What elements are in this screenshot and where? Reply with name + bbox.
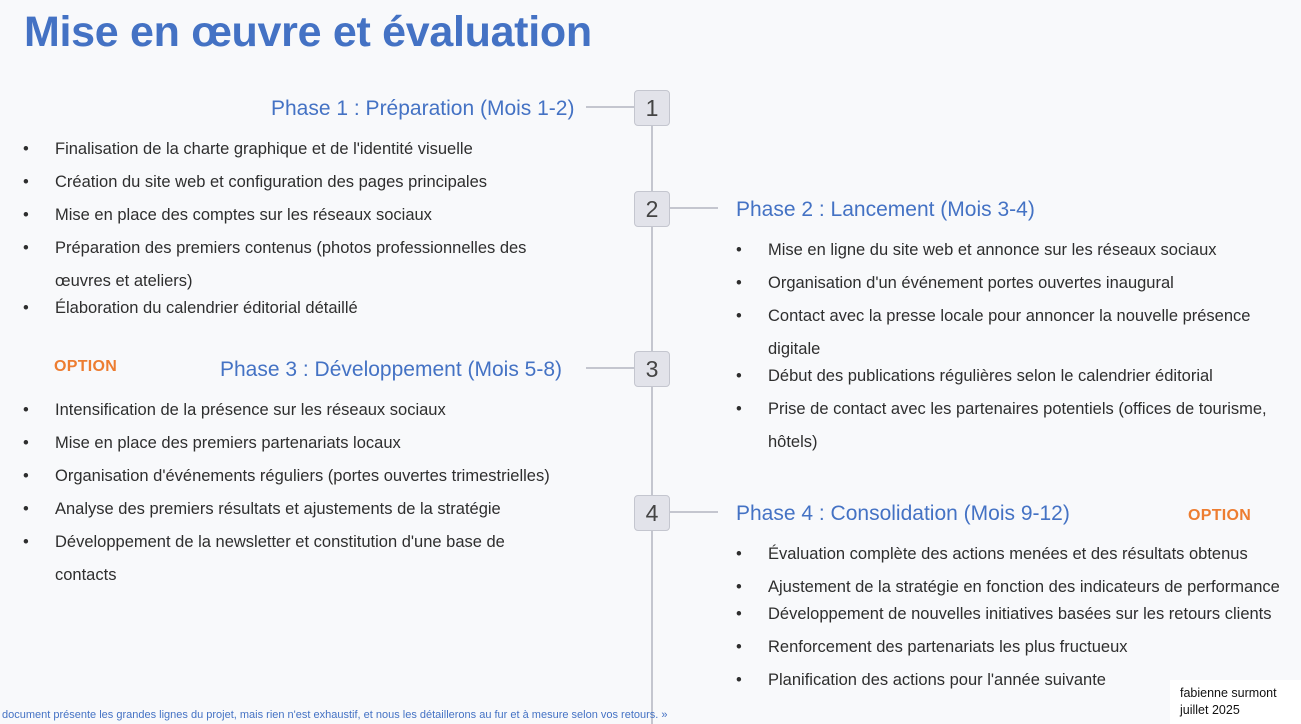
list-item bbox=[23, 166, 553, 199]
list-item-text: Prise de contact avec les partenaires potentiels (offices de tourisme, hôtels) bbox=[768, 400, 1267, 451]
bullet: • bbox=[23, 173, 29, 191]
list-item bbox=[736, 300, 1284, 366]
phase-4-connector bbox=[670, 511, 718, 513]
list-item bbox=[736, 234, 1284, 267]
bullet: • bbox=[736, 638, 742, 656]
list-item-text: Renforcement des partenariats les plus fructueux bbox=[768, 638, 1128, 656]
list-item bbox=[23, 394, 568, 427]
bullet: • bbox=[23, 467, 29, 485]
author-box bbox=[1170, 680, 1301, 724]
bullet: • bbox=[736, 671, 742, 689]
phase-3-list bbox=[23, 394, 568, 592]
list-item bbox=[23, 292, 553, 325]
bullet: • bbox=[736, 307, 742, 325]
list-item-text: Mise en ligne du site web et annonce sur les réseaux sociaux bbox=[768, 241, 1217, 259]
phase-2-title: Phase 2 : Lancement (Mois 3-4) bbox=[736, 198, 1035, 221]
phase-1-connector bbox=[586, 106, 634, 108]
phase-4-list bbox=[736, 538, 1284, 697]
bullet: • bbox=[23, 140, 29, 158]
phase-2-step-marker: 2 bbox=[634, 191, 670, 227]
list-item-text: Analyse des premiers résultats et ajustements de la stratégie bbox=[55, 500, 501, 518]
list-item-text: Élaboration du calendrier éditorial détaillé bbox=[55, 299, 358, 317]
phase-1-title: Phase 1 : Préparation (Mois 1-2) bbox=[271, 97, 575, 120]
option-label-phase-4: OPTION bbox=[1188, 507, 1252, 524]
list-item bbox=[736, 267, 1284, 300]
phase-4-title: Phase 4 : Consolidation (Mois 9-12) bbox=[736, 502, 1070, 525]
option-label-phase-3: OPTION bbox=[54, 358, 118, 375]
bullet: • bbox=[23, 401, 29, 419]
phase-1-step-marker: 1 bbox=[634, 90, 670, 126]
phase-3-connector bbox=[586, 367, 634, 369]
bullet: • bbox=[23, 299, 29, 317]
bullet: • bbox=[736, 400, 742, 418]
list-item bbox=[736, 598, 1284, 631]
list-item-text: Intensification de la présence sur les réseaux sociaux bbox=[55, 401, 446, 419]
list-item-text: Développement de la newsletter et constitution d'une base de contacts bbox=[55, 533, 505, 584]
list-item-text: Mise en place des premiers partenariats locaux bbox=[55, 434, 401, 452]
list-item-text: Développement de nouvelles initiatives basées sur les retours clients bbox=[768, 605, 1272, 623]
page-title: Mise en œuvre et évaluation bbox=[24, 8, 592, 56]
list-item bbox=[23, 199, 553, 232]
list-item bbox=[23, 526, 568, 592]
list-item-text: Finalisation de la charte graphique et de l'identité visuelle bbox=[55, 140, 473, 158]
author-date: juillet 2025 bbox=[1180, 703, 1240, 717]
bullet: • bbox=[736, 605, 742, 623]
list-item-text: Mise en place des comptes sur les réseaux sociaux bbox=[55, 206, 432, 224]
bullet: • bbox=[23, 500, 29, 518]
bullet: • bbox=[736, 545, 742, 563]
phase-1-list bbox=[23, 133, 553, 325]
list-item bbox=[736, 393, 1284, 459]
list-item-text: Préparation des premiers contenus (photos professionnelles des œuvres et ateliers) bbox=[55, 239, 527, 290]
list-item-text: Évaluation complète des actions menées et des résultats obtenus bbox=[768, 545, 1248, 563]
list-item bbox=[23, 133, 553, 166]
bullet: • bbox=[736, 241, 742, 259]
list-item bbox=[23, 427, 568, 460]
phase-3-title: Phase 3 : Développement (Mois 5-8) bbox=[220, 358, 562, 381]
list-item-text: Planification des actions pour l'année suivante bbox=[768, 671, 1106, 689]
list-item bbox=[736, 360, 1284, 393]
list-item-text: Ajustement de la stratégie en fonction des indicateurs de performance bbox=[768, 578, 1280, 596]
footer-note: document présente les grandes lignes du projet, mais rien n'est exhaustif, et nous les détaillerons au fur et à mesure selon vos retours. » bbox=[2, 709, 668, 721]
bullet: • bbox=[23, 206, 29, 224]
phase-3-step-marker: 3 bbox=[634, 351, 670, 387]
list-item-text: Organisation d'un événement portes ouvertes inaugural bbox=[768, 274, 1174, 292]
bullet: • bbox=[23, 239, 29, 257]
bullet: • bbox=[736, 578, 742, 596]
bullet: • bbox=[736, 274, 742, 292]
list-item bbox=[23, 232, 553, 298]
phase-2-list bbox=[736, 234, 1284, 459]
list-item bbox=[736, 538, 1284, 571]
bullet: • bbox=[736, 367, 742, 385]
list-item bbox=[23, 460, 568, 493]
list-item bbox=[23, 493, 568, 526]
bullet: • bbox=[23, 533, 29, 551]
list-item-text: Création du site web et configuration des pages principales bbox=[55, 173, 488, 191]
list-item-text: Contact avec la presse locale pour annoncer la nouvelle présence digitale bbox=[768, 307, 1251, 358]
phase-4-step-marker: 4 bbox=[634, 495, 670, 531]
author-name: fabienne surmont bbox=[1180, 686, 1277, 700]
list-item-text: Début des publications régulières selon le calendrier éditorial bbox=[768, 367, 1213, 385]
bullet: • bbox=[23, 434, 29, 452]
list-item-text: Organisation d'événements réguliers (portes ouvertes trimestrielles) bbox=[55, 467, 550, 485]
list-item bbox=[736, 631, 1284, 664]
phase-2-connector bbox=[670, 207, 718, 209]
